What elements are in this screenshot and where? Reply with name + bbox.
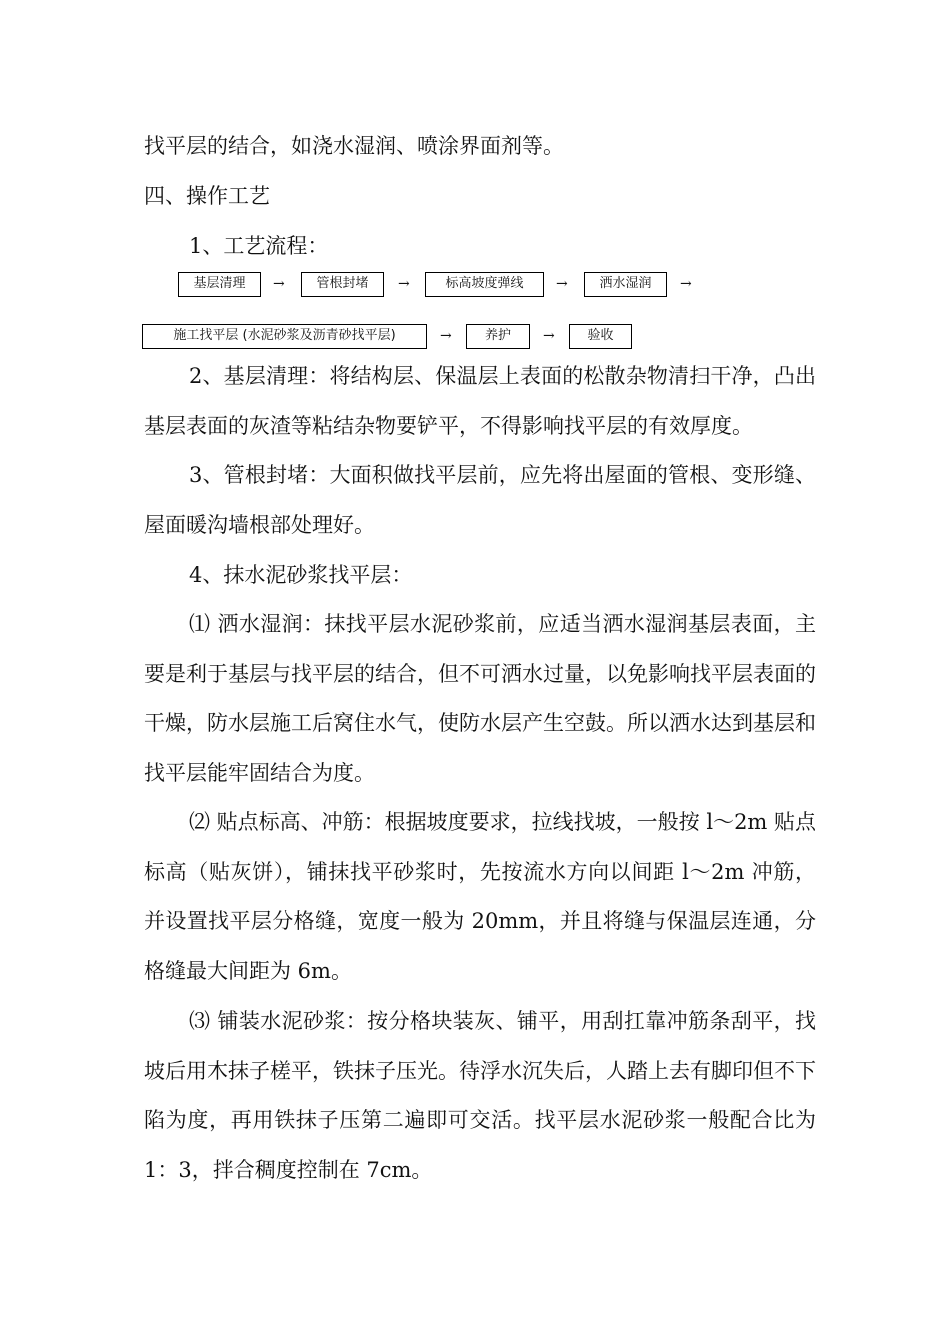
flow-arrow: → xyxy=(543,328,555,344)
flow-title: 1、工艺流程： xyxy=(189,234,329,258)
flow-step-elevation-line: 标高坡度弹线 xyxy=(425,272,544,297)
flow-step-base-cleaning: 基层清理 xyxy=(178,272,261,297)
paragraph-mortar-leveling: 4、抹水泥砂浆找平层： xyxy=(189,563,413,587)
flow-arrow: → xyxy=(556,276,568,292)
section-heading: 四、操作工艺 xyxy=(144,184,270,208)
flow-step-acceptance: 验收 xyxy=(569,324,632,349)
flow-step-pipe-sealing: 管根封堵 xyxy=(301,272,384,297)
flow-arrow: → xyxy=(440,328,452,344)
intro-paragraph: 找平层的结合，如浇水湿润、喷涂界面剂等。 xyxy=(144,134,564,158)
paragraph-wetting: ⑴ 洒水湿润：抹找平层水泥砂浆前，应适当洒水湿润基层表面，主要是利于基层与找平层的结合，但不可洒水过量，以免影响找平层表面的干燥，防水层施工后窝住水气，使防水层产生空鼓。所以洒水达到基层和找平层能牢固结合为度。 xyxy=(144,612,816,785)
paragraph-mortar-laying: ⑶ 铺装水泥砂浆：按分格块装灰、铺平，用刮扛靠冲筋条刮平，找坡后用木抹子槎平，铁抹子压光。待浮水沉失后，人踏上去有脚印但不下陷为度，再用铁抹子压第二遍即可交活。找平层水泥砂浆一般配合比为 1：3，拌合稠度控制在 7cm。 xyxy=(144,1009,816,1182)
flow-arrow: → xyxy=(273,276,285,292)
flow-step-water-wetting: 洒水湿润 xyxy=(584,272,667,297)
paragraph-base-cleaning: 2、基层清理：将结构层、保温层上表面的松散杂物清扫干净，凸出基层表面的灰渣等粘结杂物要铲平，不得影响找平层的有效厚度。 xyxy=(144,364,816,438)
paragraph-elevation-points: ⑵ 贴点标高、冲筋：根据坡度要求，拉线找坡，一般按 l～2m 贴点标高（贴灰饼），铺抹找平砂浆时，先按流水方向以间距 l～2m 冲筋，并设置找平层分格缝，宽度一般为 20mm，并且将缝与保温层连通，分格缝最大间距为 6m。 xyxy=(144,810,817,983)
flow-step-leveling-layer: 施工找平层 (水泥砂浆及沥青砂找平层) xyxy=(142,324,427,349)
flow-arrow: → xyxy=(398,276,410,292)
paragraph-pipe-sealing: 3、管根封堵：大面积做找平层前，应先将出屋面的管根、变形缝、屋面暖沟墙根部处理好。 xyxy=(144,463,816,537)
flow-step-curing: 养护 xyxy=(466,324,530,349)
flow-arrow: → xyxy=(680,276,692,292)
